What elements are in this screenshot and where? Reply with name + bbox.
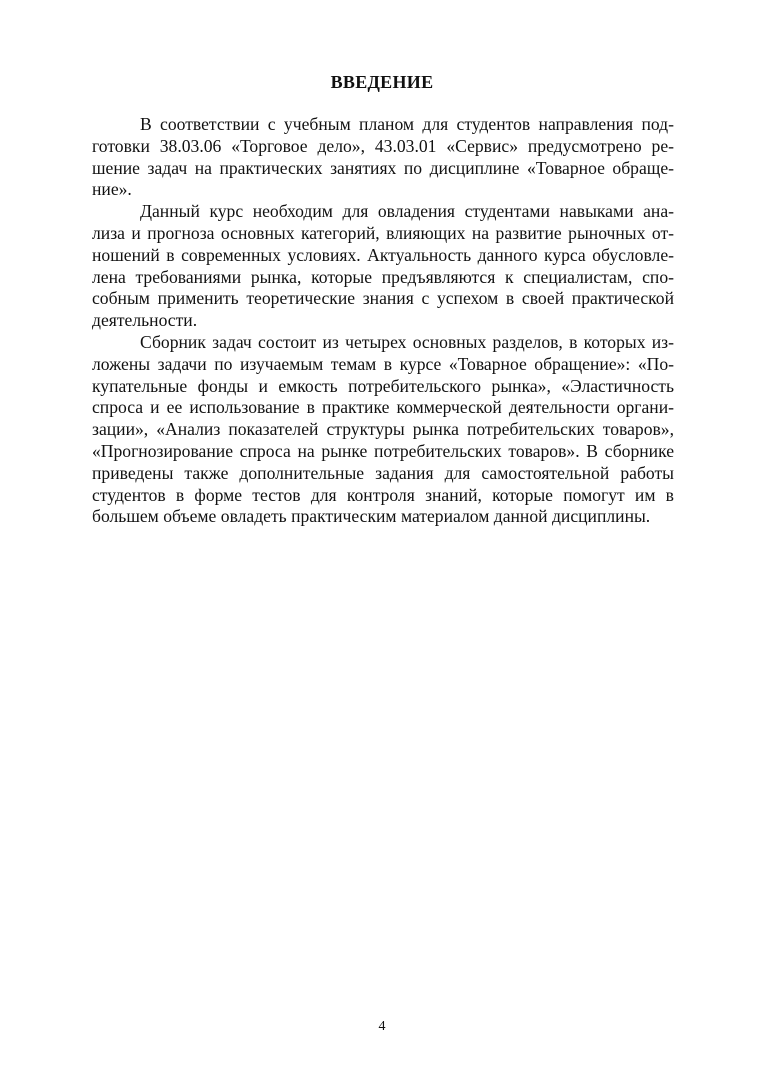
text-line: ложены задачи по изучаемым темам в курсе «Товарное обращение»: «По- <box>92 353 674 374</box>
text-line: В соответствии с учебным планом для студентов направления под- <box>140 114 674 134</box>
text-line: готовки 38.03.06 «Торговое дело», 43.03.01 «Сервис» предусмотрено ре- <box>92 135 674 156</box>
text-line: лиза и прогноза основных категорий, влияющих на развитие рыночных от- <box>92 222 674 243</box>
text-line: купательные фонды и емкость потребительского рынка», «Эластичность <box>92 375 674 396</box>
text-line: «Прогнозирование спроса на рынке потребительских товаров». В сборнике <box>92 440 674 461</box>
text-line: спроса и ее использование в практике коммерческой деятельности органи- <box>92 397 674 418</box>
paragraph-3 <box>92 332 674 528</box>
text-line: лена требованиями рынка, которые предъявляются к специалистам, спо- <box>92 266 674 287</box>
text-line: шение задач на практических занятиях по дисциплине «Товарное обраще- <box>92 157 674 178</box>
text-line: деятельности. <box>92 310 198 331</box>
paragraph-2 <box>92 201 674 332</box>
text-line: ние». <box>92 179 132 200</box>
paragraph-1 <box>92 114 674 201</box>
text-line: собным применить теоретические знания с успехом в своей практической <box>92 288 674 309</box>
body-text <box>92 114 674 528</box>
text-line: Данный курс необходим для овладения студентами навыками ана- <box>140 201 674 222</box>
text-line: ношений в современных условиях. Актуальность данного курса обусловле- <box>92 244 674 265</box>
text-line: студентов в форме тестов для контроля знаний, которые помогут им в <box>92 484 674 505</box>
text-line: зации», «Анализ показателей структуры рынка потребительских товаров», <box>92 419 674 440</box>
page-heading: ВВЕДЕНИЕ <box>330 72 434 92</box>
page-number: 4 <box>378 1019 386 1034</box>
text-line: Сборник задач состоит из четырех основных разделов, в которых из- <box>140 331 674 352</box>
text-line: приведены также дополнительные задания для самостоятельной работы <box>92 462 674 483</box>
text-line: большем объеме овладеть практическим материалом данной дисциплины. <box>92 506 651 527</box>
